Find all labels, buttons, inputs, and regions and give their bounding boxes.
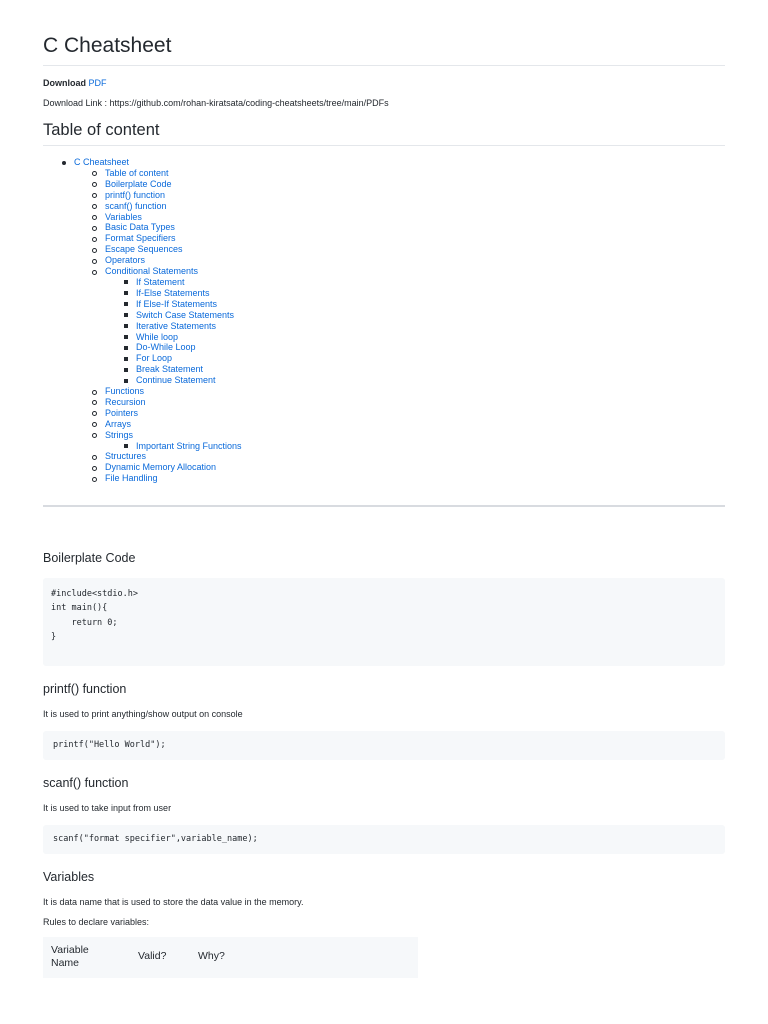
printf-description: It is used to print anything/show output on console <box>43 709 243 719</box>
toc-item-conditional-statements[interactable]: Conditional Statements <box>62 266 242 277</box>
toc-item-table-of-content[interactable]: Table of content <box>62 168 242 179</box>
boilerplate-code-block <box>43 578 725 666</box>
toc-divider <box>43 145 725 146</box>
toc-item-file-handling[interactable]: File Handling <box>62 473 242 484</box>
toc-item-c-cheatsheet[interactable]: C Cheatsheet <box>62 157 242 168</box>
toc-item-if-else-if-statements[interactable]: If Else-If Statements <box>62 299 242 310</box>
toc-item-break-statement[interactable]: Break Statement <box>62 364 242 375</box>
printf-code: printf("Hello World"); <box>53 740 166 750</box>
toc-item-if-else-statements[interactable]: If-Else Statements <box>62 288 242 299</box>
variables-description: It is data name that is used to store the data value in the memory. <box>43 897 304 907</box>
printf-heading: printf() function <box>43 682 127 696</box>
boilerplate-code: #include<stdio.h> int main(){ return 0; } <box>51 589 138 643</box>
toc-heading: Table of content <box>43 121 160 139</box>
toc-item-iterative-statements[interactable]: Iterative Statements <box>62 321 242 332</box>
toc-item-variables[interactable]: Variables <box>62 212 242 223</box>
toc-item-functions[interactable]: Functions <box>62 386 242 397</box>
variables-rules-label: Rules to declare variables: <box>43 917 150 927</box>
column-header-valid: Valid? <box>138 950 167 962</box>
title-divider <box>43 65 725 66</box>
scanf-description: It is used to take input from user <box>43 803 172 813</box>
toc-item-switch-case-statements[interactable]: Switch Case Statements <box>62 310 242 321</box>
variables-heading: Variables <box>43 870 95 884</box>
toc-item-recursion[interactable]: Recursion <box>62 397 242 408</box>
scanf-code: scanf("format specifier",variable_name); <box>53 834 258 844</box>
page-title: C Cheatsheet <box>43 34 172 57</box>
scanf-heading: scanf() function <box>43 776 129 790</box>
scanf-code-block <box>43 825 725 854</box>
download-label: Download <box>43 78 86 88</box>
toc-item-basic-data-types[interactable]: Basic Data Types <box>62 222 242 233</box>
column-header-variable-name: Variable Name <box>51 944 89 969</box>
download-pdf-link[interactable]: PDF <box>88 78 107 88</box>
toc-item-for-loop[interactable]: For Loop <box>62 353 242 364</box>
toc-item-format-specifiers[interactable]: Format Specifiers <box>62 233 242 244</box>
column-header-why: Why? <box>198 950 225 962</box>
toc-item-if-statement[interactable]: If Statement <box>62 277 242 288</box>
section-divider <box>43 505 725 507</box>
toc-item-arrays[interactable]: Arrays <box>62 419 242 430</box>
toc-item-boilerplate-code[interactable]: Boilerplate Code <box>62 179 242 190</box>
toc-item-printf-function[interactable]: printf() function <box>62 190 242 201</box>
toc-item-important-string-functions[interactable]: Important String Functions <box>62 441 242 452</box>
toc-item-scanf-function[interactable]: scanf() function <box>62 201 242 212</box>
download-link-text: Download Link : https://github.com/rohan-kiratsata/coding-cheatsheets/tree/main/PDFs <box>43 98 389 108</box>
toc-item-pointers[interactable]: Pointers <box>62 408 242 419</box>
printf-code-block <box>43 731 725 760</box>
toc-item-escape-sequences[interactable]: Escape Sequences <box>62 244 242 255</box>
boilerplate-heading: Boilerplate Code <box>43 551 136 565</box>
toc-item-structures[interactable]: Structures <box>62 451 242 462</box>
table-of-contents <box>62 157 242 484</box>
toc-item-dynamic-memory-allocation[interactable]: Dynamic Memory Allocation <box>62 462 242 473</box>
toc-item-operators[interactable]: Operators <box>62 255 242 266</box>
toc-item-strings[interactable]: Strings <box>62 430 242 441</box>
toc-item-continue-statement[interactable]: Continue Statement <box>62 375 242 386</box>
toc-item-do-while-loop[interactable]: Do-While Loop <box>62 342 242 353</box>
download-line <box>43 78 107 89</box>
variables-table-header <box>43 937 418 978</box>
toc-item-while-loop[interactable]: While loop <box>62 332 242 343</box>
